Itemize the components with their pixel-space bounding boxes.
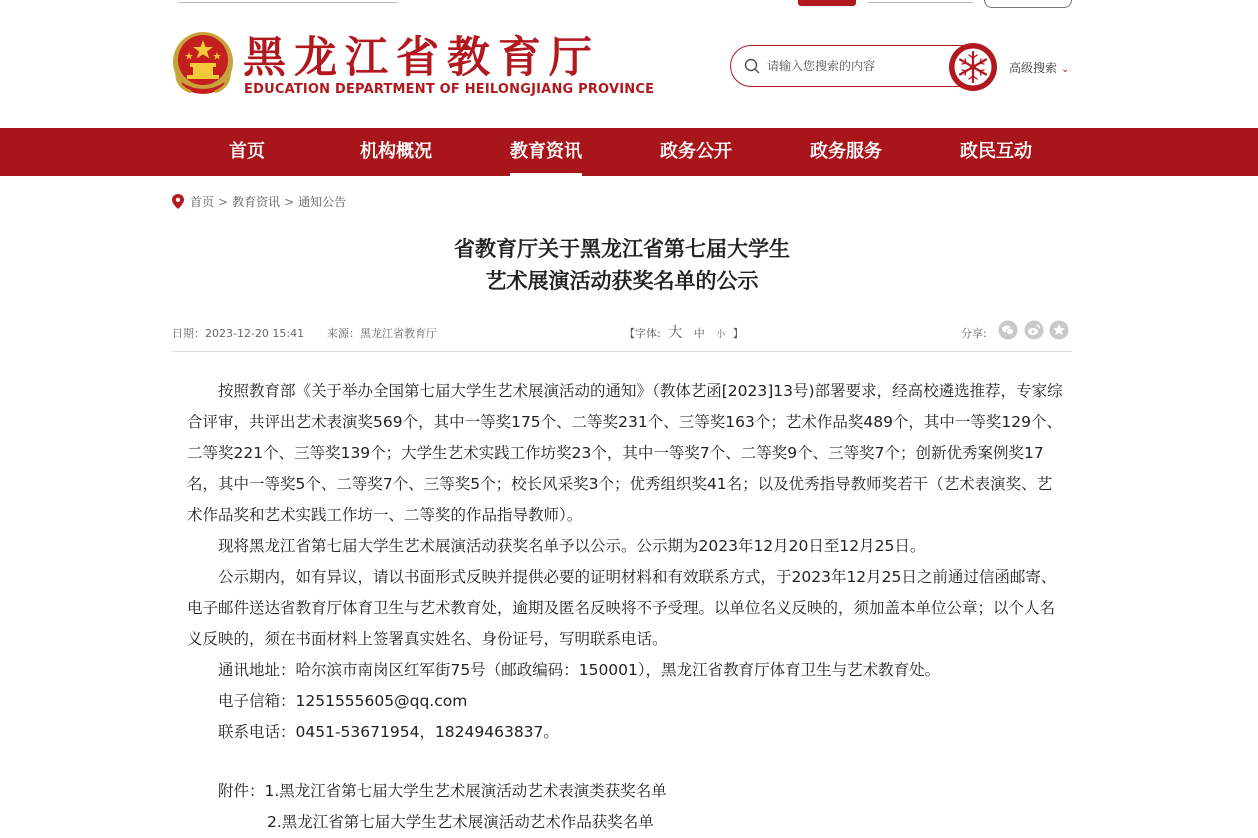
wechat-share-icon[interactable] — [998, 320, 1018, 340]
location-pin-icon — [172, 194, 184, 209]
nav-item-home[interactable]: 首页 — [229, 141, 265, 162]
paragraph-email: 电子信箱：1251555605@qq.com — [218, 692, 468, 710]
nav-item-gov-open[interactable]: 政务公开 — [660, 141, 732, 162]
search-button-icon[interactable] — [948, 42, 998, 92]
paragraph-address: 通讯地址：哈尔滨市南岗区红军街75号（邮政编码：150001），黑龙江省教育厅体育卫生与艺术教育处。 — [218, 661, 941, 679]
article-body — [187, 376, 1067, 838]
search-input[interactable] — [767, 56, 947, 76]
weibo-share-icon[interactable] — [1024, 320, 1044, 340]
paragraph-phone: 联系电话：0451-53671954，18249463837。 — [218, 723, 559, 741]
top-pill-button[interactable] — [984, 0, 1072, 8]
national-emblem-icon — [171, 30, 235, 98]
advanced-search-link[interactable] — [1009, 59, 1069, 76]
top-red-button[interactable] — [798, 0, 856, 6]
nav-item-gov-service[interactable]: 政务服务 — [810, 141, 882, 162]
breadcrumb-notices[interactable]: 通知公告 — [298, 195, 347, 209]
meta-divider — [172, 351, 1072, 352]
site-title-en: EDUCATION DEPARTMENT OF HEILONGJIANG PROVINCE — [244, 82, 655, 97]
top-links[interactable] — [178, 0, 398, 3]
paragraph-1: 按照教育部《关于举办全国第七届大学生艺术展演活动的通知》（教体艺函[2023]13号)部署要求，经高校遴选推荐，专家综合评审，共评出艺术表演奖569个，其中一等奖175个、二等奖231个、三等奖163个；艺术作品奖489个，其中一等奖129个、二等奖221个、三等奖139个；大学生艺术实践工作坊奖23个，其中一等奖7个、二等奖9个、三等奖7个；创新优秀案例奖17名，其中一等奖5个、二等奖7个、三等奖5个；校长风采奖3个；优秀组织奖41名；以及优秀指导教师奖若干（艺术表演奖、艺术作品奖和艺术实践工作坊一、二等奖的作品指导教师）。 — [187, 382, 1063, 524]
favorite-star-icon[interactable] — [1049, 320, 1069, 340]
article-title-line1: 省教育厅关于黑龙江省第七届大学生 — [454, 237, 790, 261]
top-utility-bar — [0, 0, 1258, 8]
attachment-1-link[interactable]: 附件：1.黑龙江省第七届大学生艺术展演活动艺术表演类获奖名单 — [218, 782, 667, 800]
font-size-large[interactable]: 大 — [668, 325, 683, 341]
spacer — [187, 748, 1067, 776]
breadcrumb — [172, 193, 346, 210]
article-source: 来源：黑龙江省教育厅 — [327, 327, 437, 340]
nav-item-about[interactable]: 机构概况 — [360, 141, 432, 162]
share-label: 分享: — [961, 327, 987, 340]
font-size-small[interactable]: 小 — [716, 330, 726, 340]
publish-date: 日期：2023-12-20 15:41 — [172, 327, 305, 340]
font-size-control — [624, 322, 744, 342]
article-meta — [172, 322, 1072, 352]
article-title-line2: 艺术展演活动获奖名单的公示 — [485, 269, 759, 293]
site-title-cn: 黑龙江省教育厅 — [243, 33, 600, 83]
chevron-down-icon: ⌄ — [1061, 64, 1070, 75]
breadcrumb-home[interactable]: 首页 — [190, 195, 215, 209]
breadcrumb-news[interactable]: 教育资讯 — [232, 195, 281, 209]
advanced-search-label: 高级搜索 — [1009, 61, 1058, 75]
nav-item-interaction[interactable]: 政民互动 — [960, 141, 1032, 162]
nav-item-news[interactable]: 教育资讯 — [510, 128, 582, 176]
search-icon — [743, 57, 761, 75]
font-size-label-open: 【字体: — [624, 327, 661, 340]
breadcrumb-separator: > — [218, 195, 229, 209]
paragraph-3: 公示期内，如有异议，请以书面形式反映并提供必要的证明材料和有效联系方式，于2023年12月25日之前通过信函邮寄、电子邮件送达省教育厅体育卫生与艺术教育处，逾期及匿名反映将不予受理。以单位名义反映的，须加盖本单位公章；以个人名义反映的，须在书面材料上签署真实姓名、身份证号，写明联系电话。 — [187, 568, 1057, 648]
top-links-right[interactable] — [868, 0, 973, 3]
font-size-medium[interactable]: 中 — [693, 327, 705, 340]
main-nav — [0, 128, 1258, 176]
font-size-label-close: 】 — [732, 327, 744, 340]
article-title — [172, 233, 1072, 297]
paragraph-2: 现将黑龙江省第七届大学生艺术展演活动获奖名单予以公示。公示期为2023年12月20日至12月25日。 — [218, 537, 926, 555]
breadcrumb-separator: > — [284, 195, 295, 209]
attachment-2-link[interactable]: 2.黑龙江省第七届大学生艺术展演活动艺术作品获奖名单 — [267, 813, 654, 831]
